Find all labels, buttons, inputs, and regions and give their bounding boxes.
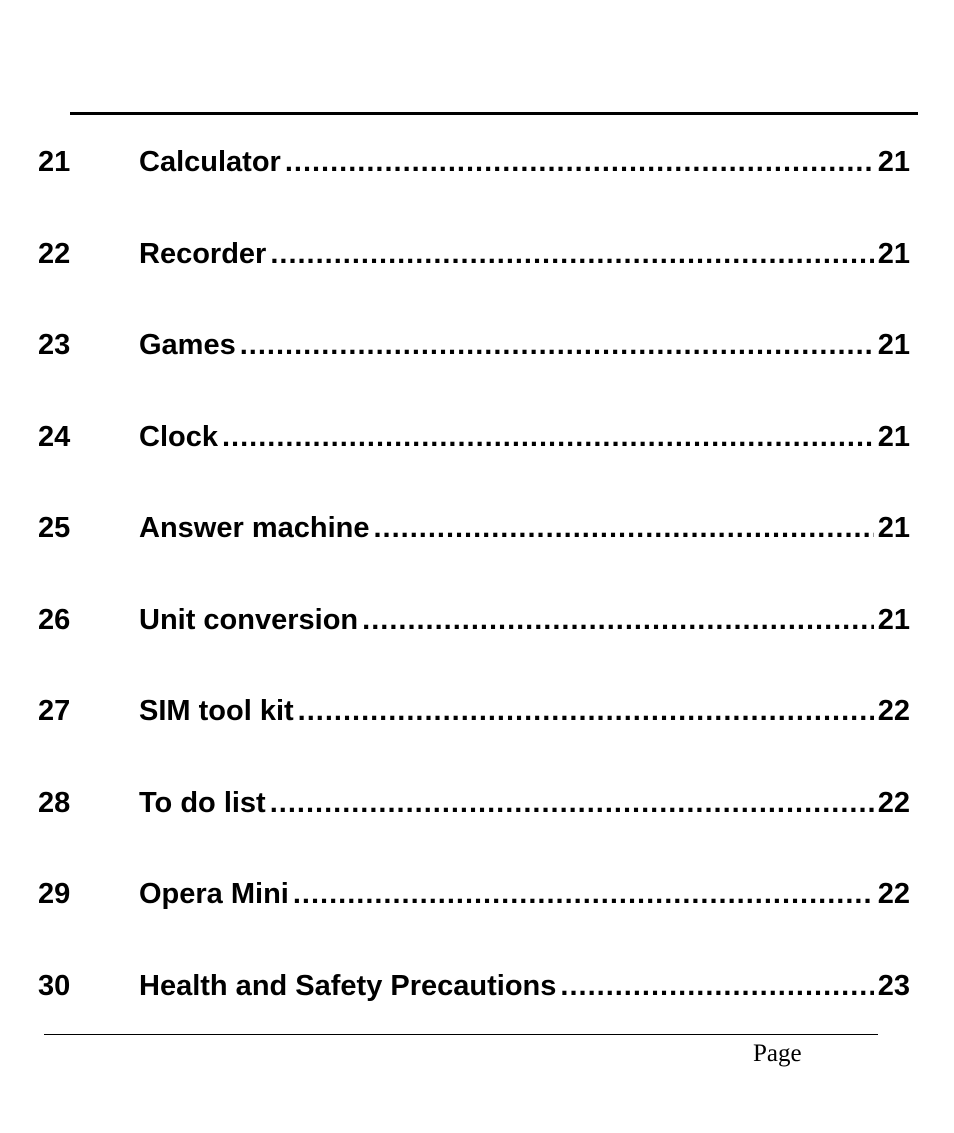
toc-entry[interactable] [38,415,910,507]
toc-entry-number: 23 [38,329,71,361]
toc-entry-title: Unit conversion [139,603,359,636]
toc-entry-page: 21 [877,329,910,361]
toc-entry[interactable] [38,781,910,873]
toc-entry-number: 22 [38,237,71,270]
toc-dot-leader [285,140,874,184]
toc-entry-page: 22 [877,786,910,819]
toc-entry-number: 28 [38,786,71,819]
toc-entry-page: 22 [877,695,910,727]
toc-entry-number: 21 [38,146,71,178]
toc-entry-number: 26 [38,603,71,636]
toc-dot-leader [270,781,874,825]
toc-entry-number: 29 [38,878,71,910]
toc-dot-leader [270,232,873,276]
toc-entry-title: Clock [139,420,218,453]
toc-entry-title: Answer machine [139,512,370,544]
header-divider [70,112,918,115]
toc-entry-page: 21 [877,603,910,636]
toc-entry[interactable] [38,232,910,324]
toc-entry[interactable] [38,689,910,781]
toc-dot-leader [373,506,873,550]
toc-entry-number: 27 [38,695,71,727]
toc-entry-page: 22 [877,878,910,910]
table-of-contents [38,140,910,1055]
toc-entry-title: Games [139,329,236,361]
toc-entry-page: 21 [877,237,910,270]
toc-entry-title: Health and Safety Precautions [139,969,557,1002]
footer-page-label: Page [753,1040,802,1067]
footer-divider [44,1034,878,1035]
toc-dot-leader [293,872,874,916]
toc-entry[interactable] [38,598,910,690]
toc-entry[interactable] [38,323,910,415]
toc-entry[interactable] [38,872,910,964]
toc-entry-number: 30 [38,969,71,1002]
toc-entry-page: 23 [877,969,910,1002]
toc-entry-number: 25 [38,512,71,544]
toc-entry-page: 21 [877,146,910,178]
toc-entry-title: SIM tool kit [139,695,294,727]
toc-entry-number: 24 [38,420,71,453]
toc-entry-title: Recorder [139,237,267,270]
toc-entry-page: 21 [877,420,910,453]
toc-dot-leader [222,415,874,459]
toc-entry-title: To do list [139,786,266,819]
toc-dot-leader [240,323,874,367]
toc-dot-leader [560,964,873,1008]
toc-dot-leader [362,598,874,642]
toc-entry-page: 21 [877,512,910,544]
toc-entry[interactable] [38,506,910,598]
toc-entry[interactable] [38,140,910,232]
toc-entry-title: Opera Mini [139,878,289,910]
toc-dot-leader [298,689,874,733]
toc-entry-title: Calculator [139,146,281,178]
